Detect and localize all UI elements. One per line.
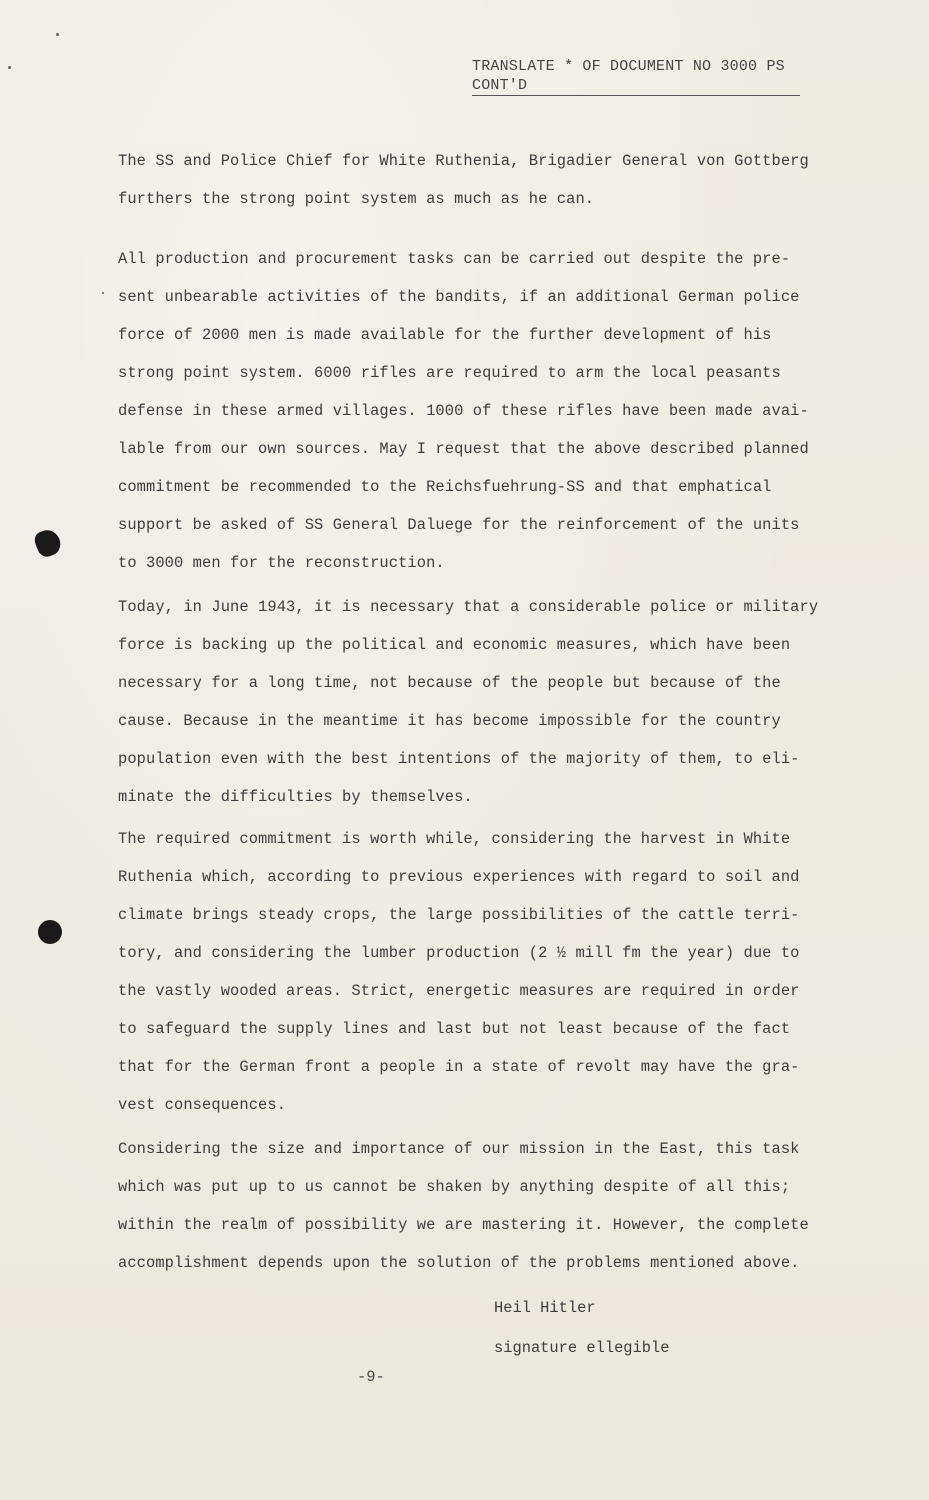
punch-hole-mark bbox=[32, 527, 63, 560]
document-header bbox=[472, 57, 802, 95]
header-underline bbox=[472, 95, 800, 96]
paper-speck bbox=[102, 292, 104, 294]
text-line: which was put up to us cannot be shaken by anything despite of all this; bbox=[118, 1178, 791, 1196]
text-line: strong point system. 6000 rifles are required to arm the local peasants bbox=[118, 364, 781, 382]
paragraph-4 bbox=[118, 820, 838, 1124]
text-line: defense in these armed villages. 1000 of these rifles have been made avai- bbox=[118, 402, 809, 420]
closing-block bbox=[494, 1288, 669, 1368]
punch-hole-mark bbox=[38, 920, 62, 944]
header-title: TRANSLATE * OF DOCUMENT NO 3000 PS bbox=[472, 58, 785, 75]
text-line: lable from our own sources. May I request that the above described planned bbox=[118, 440, 809, 458]
text-line: accomplishment depends upon the solution of the problems mentioned above. bbox=[118, 1254, 800, 1272]
text-line: The SS and Police Chief for White Ruthenia, Brigadier General von Gottberg bbox=[118, 152, 809, 170]
text-line: necessary for a long time, not because of the people but because of the bbox=[118, 674, 781, 692]
text-line: to safeguard the supply lines and last but not least because of the fact bbox=[118, 1020, 791, 1038]
text-line: force of 2000 men is made available for the further development of his bbox=[118, 326, 772, 344]
text-line: Considering the size and importance of our mission in the East, this task bbox=[118, 1140, 800, 1158]
text-line: tory, and considering the lumber production (2 ½ mill fm the year) due to bbox=[118, 944, 800, 962]
paper-speck bbox=[56, 33, 59, 36]
paper-speck bbox=[8, 66, 11, 69]
text-line: The required commitment is worth while, considering the harvest in White bbox=[118, 830, 791, 848]
text-line: minate the difficulties by themselves. bbox=[118, 788, 473, 806]
text-line: climate brings steady crops, the large possibilities of the cattle terri- bbox=[118, 906, 800, 924]
text-line: to 3000 men for the reconstruction. bbox=[118, 554, 445, 572]
paragraph-1 bbox=[118, 142, 838, 218]
text-line: cause. Because in the meantime it has become impossible for the country bbox=[118, 712, 781, 730]
text-line: the vastly wooded areas. Strict, energetic measures are required in order bbox=[118, 982, 800, 1000]
text-line: that for the German front a people in a state of revolt may have the gra- bbox=[118, 1058, 800, 1076]
text-line: population even with the best intentions of the majority of them, to eli- bbox=[118, 750, 800, 768]
text-line: within the realm of possibility we are mastering it. However, the complete bbox=[118, 1216, 809, 1234]
text-line: vest consequences. bbox=[118, 1096, 287, 1114]
header-continued: CONT'D bbox=[472, 77, 528, 94]
text-line: sent unbearable activities of the bandits, if an additional German police bbox=[118, 288, 800, 306]
paragraph-5 bbox=[118, 1130, 838, 1282]
text-line: Today, in June 1943, it is necessary that a considerable police or military bbox=[118, 598, 819, 616]
text-line: force is backing up the political and economic measures, which have been bbox=[118, 636, 791, 654]
text-line: support be asked of SS General Daluege for the reinforcement of the units bbox=[118, 516, 800, 534]
text-line: furthers the strong point system as much as he can. bbox=[118, 190, 595, 208]
salutation: Heil Hitler bbox=[494, 1299, 596, 1317]
text-line: All production and procurement tasks can be carried out despite the pre- bbox=[118, 250, 791, 268]
paragraph-3 bbox=[118, 588, 838, 816]
text-line: Ruthenia which, according to previous experiences with regard to soil and bbox=[118, 868, 800, 886]
paragraph-2 bbox=[118, 240, 838, 582]
signature-note: signature ellegible bbox=[494, 1339, 670, 1357]
text-line: commitment be recommended to the Reichsfuehrung-SS and that emphatical bbox=[118, 478, 772, 496]
page-number: -9- bbox=[357, 1368, 385, 1386]
